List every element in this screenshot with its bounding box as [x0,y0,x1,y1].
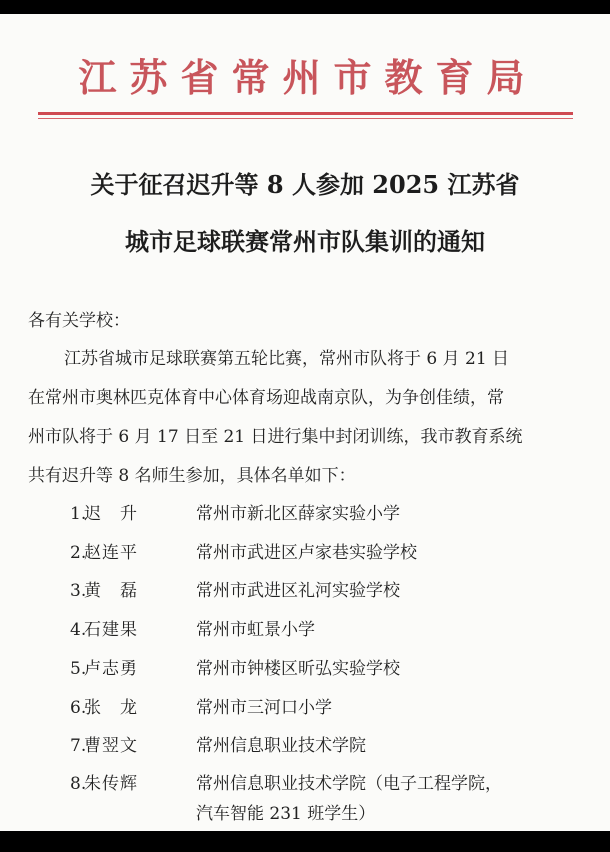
roster-item [70,772,502,796]
letterhead-rule-thin [38,118,573,119]
roster-item [70,734,366,758]
roster-item [70,618,315,642]
roster-number: 3. [70,581,87,601]
document-title-line-2: 城市足球联赛常州市队集训的通知 [125,227,485,256]
letterhead: 江苏省常州市教育局 [78,55,538,100]
roster-name: 卢志勇 [84,659,138,679]
roster-number: 4. [70,620,87,640]
roster-name: 张 龙 [84,698,138,718]
roster-number: 5. [70,659,87,679]
roster-school: 常州市钟楼区昕弘实验学校 [196,659,400,679]
paragraph-line: 共有迟升等 8 名师生参加，具体名单如下： [28,466,356,486]
roster-school: 常州市武进区礼河实验学校 [196,581,400,601]
roster-name: 曹翌文 [84,736,138,756]
roster-name: 黄 磊 [84,581,138,601]
roster-number: 1. [70,504,87,524]
roster-name: 迟 升 [84,504,138,524]
roster-item [70,696,332,720]
document-page [0,14,610,831]
roster-name: 朱传辉 [84,774,138,794]
roster-name: 赵连平 [84,543,138,563]
roster-name: 石建果 [84,620,138,640]
roster-school: 常州市新北区薛家实验小学 [196,504,400,524]
document-title-line-1: 关于征召迟升等 8 人参加 2025 江苏省 [90,170,520,199]
roster-school: 常州市虹景小学 [196,620,315,640]
letterhead-rule-thick [38,112,573,115]
roster-school: 常州市三河口小学 [196,698,332,718]
roster-number: 2. [70,543,87,563]
roster-item [70,657,400,681]
roster-item [70,502,400,526]
roster-school: 常州市武进区卢家巷实验学校 [196,543,417,563]
roster-continuation: 汽车智能 231 班学生） [196,804,376,824]
greeting: 各有关学校： [28,311,130,331]
roster-number: 6. [70,698,87,718]
roster-number: 7. [70,736,87,756]
paragraph-line: 江苏省城市足球联赛第五轮比赛，常州市队将于 6 月 21 日 [64,349,510,369]
roster-item [70,579,400,603]
roster-number: 8. [70,774,87,794]
roster-item [70,541,417,565]
paragraph-line: 在常州市奥林匹克体育中心体育场迎战南京队，为争创佳绩，常 [28,388,504,408]
roster-school: 常州信息职业技术学院 [196,736,366,756]
roster-school: 常州信息职业技术学院（电子工程学院， [196,774,502,794]
paragraph-line: 州市队将于 6 月 17 日至 21 日进行集中封闭训练，我市教育系统 [28,427,523,447]
